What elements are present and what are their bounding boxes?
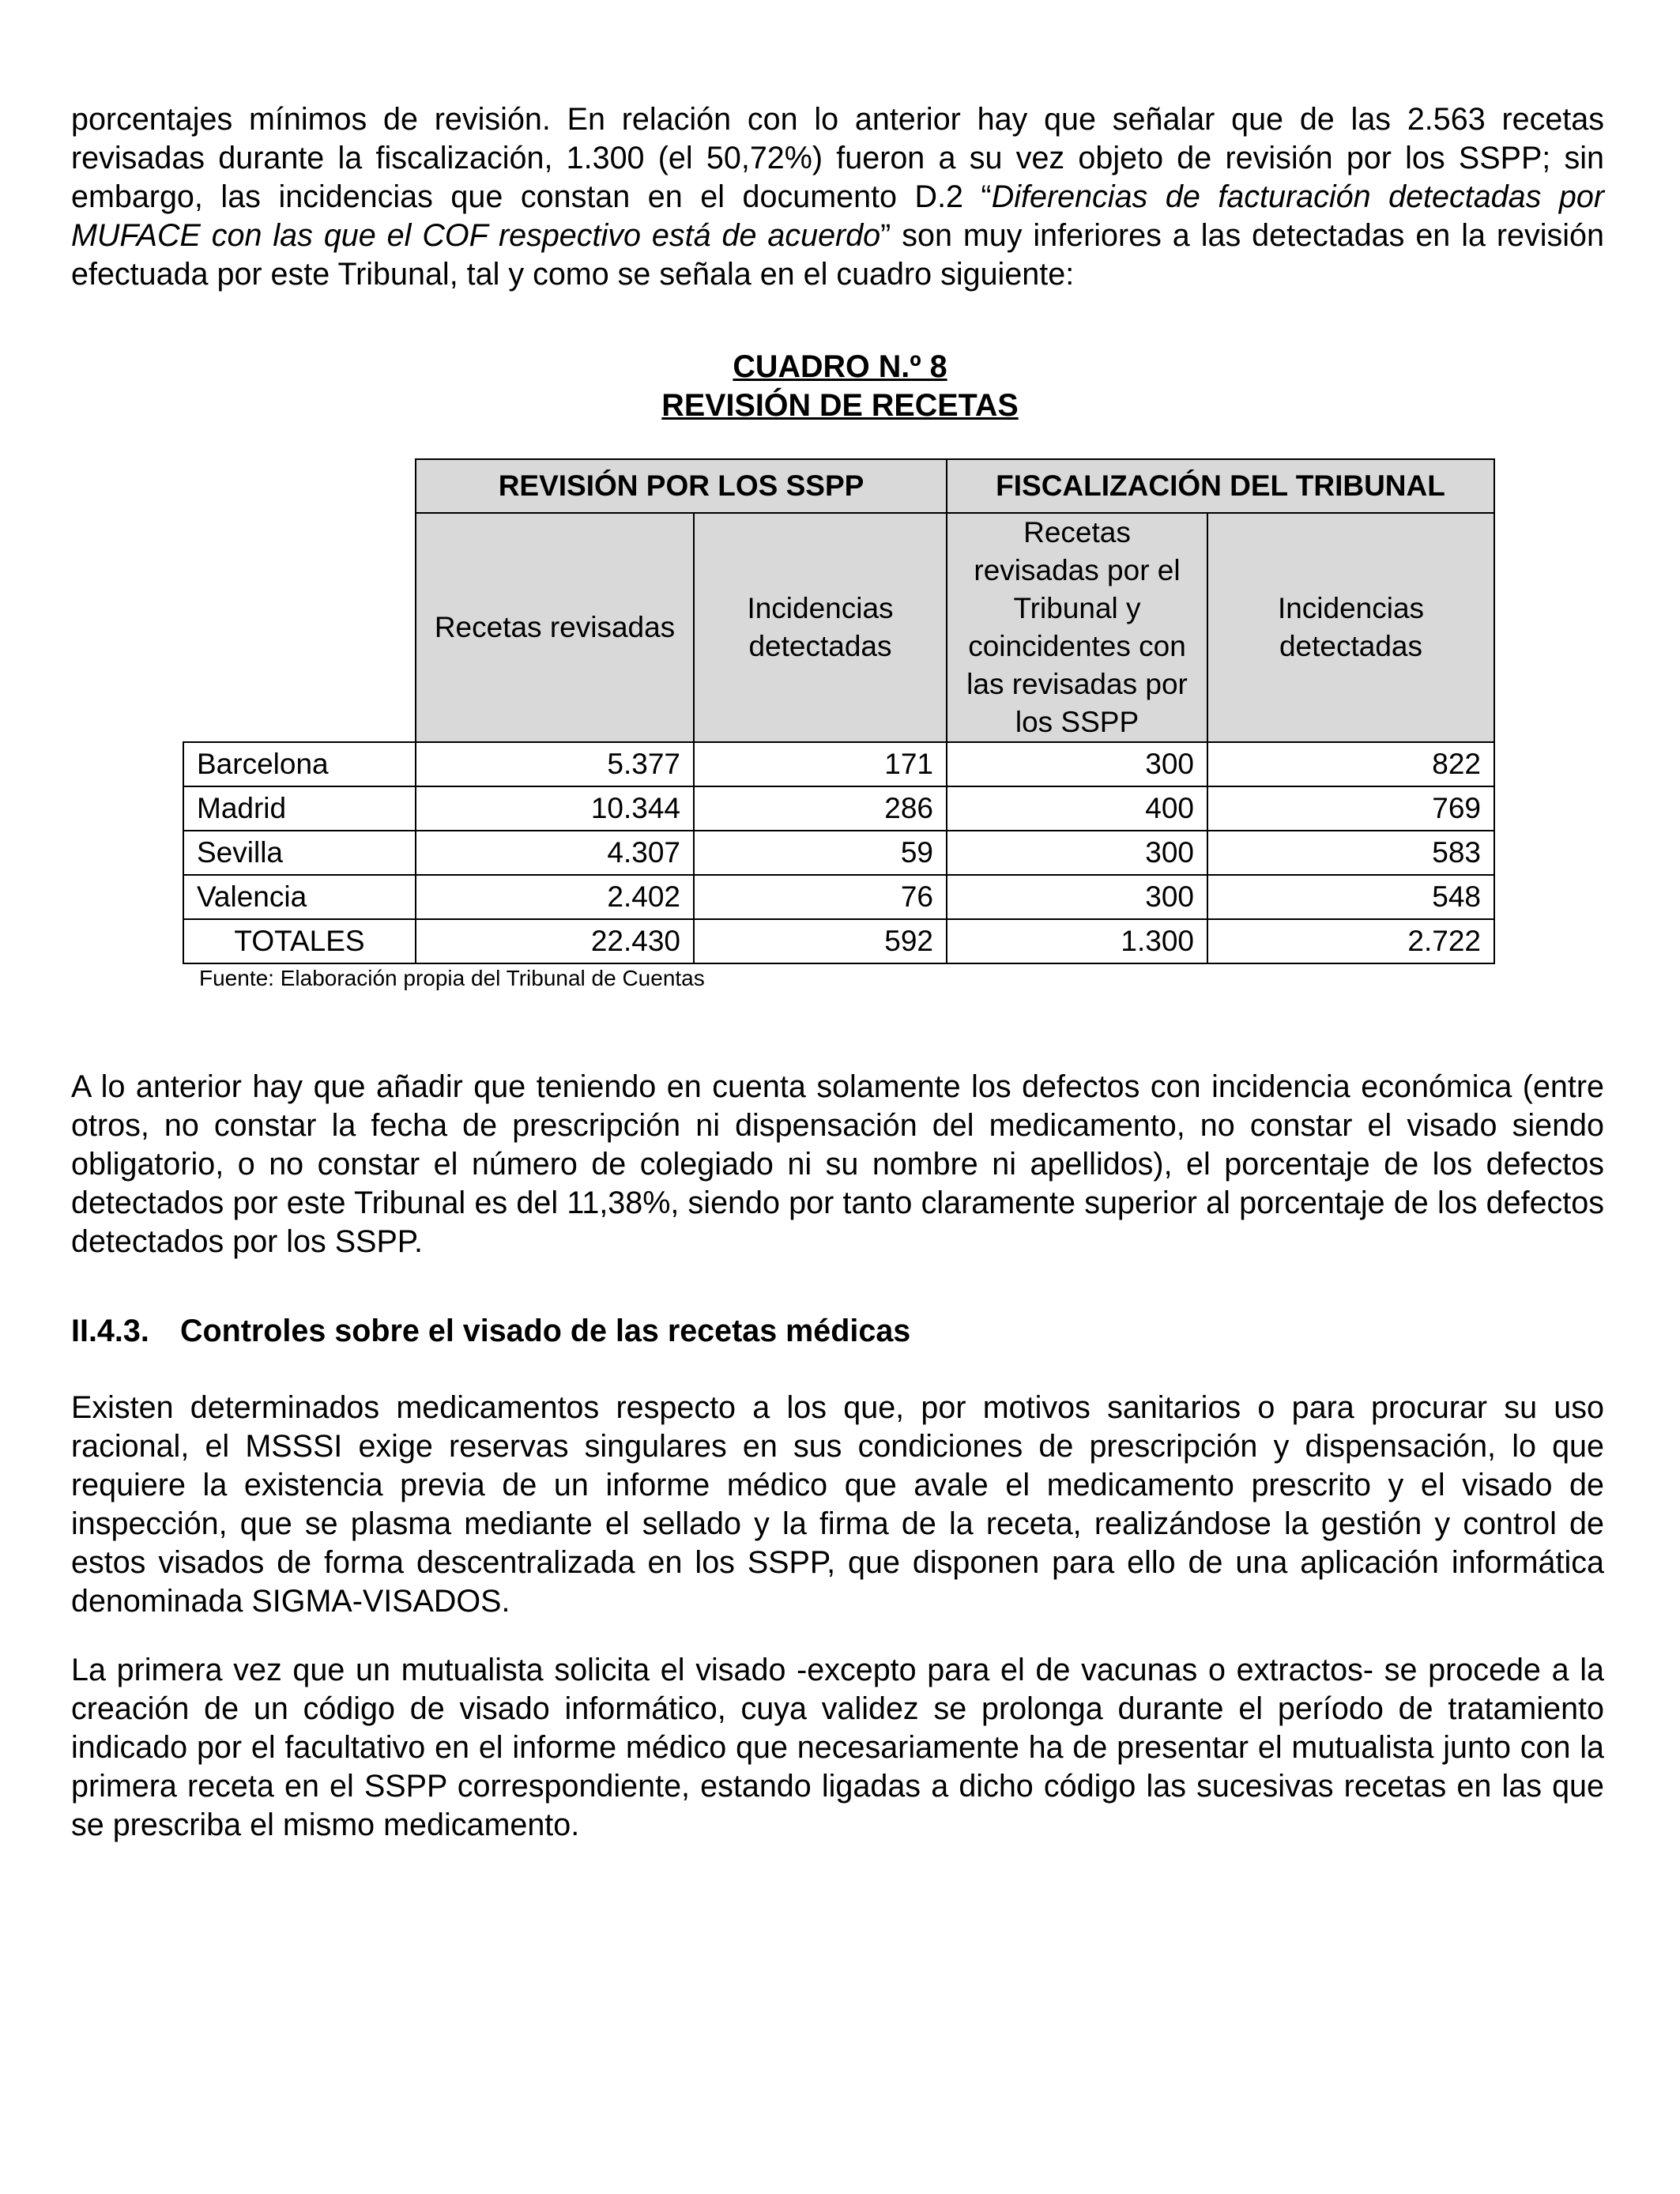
cell-value: 300: [947, 742, 1207, 786]
cell-value: 59: [694, 831, 947, 875]
totals-row: [183, 919, 1494, 963]
totals-value: 2.722: [1207, 919, 1494, 963]
cell-value: 300: [947, 875, 1207, 919]
group-header-sspp: REVISIÓN POR LOS SSPP: [416, 459, 947, 513]
table-source-note: Fuente: Elaboración propia del Tribunal de Cuentas: [199, 966, 705, 990]
col-header-incidencias-sspp: Incidencias detectadas: [694, 513, 947, 742]
row-name: Madrid: [183, 786, 416, 831]
revision-table: [183, 458, 1495, 964]
cell-value: 769: [1207, 786, 1494, 831]
cell-value: 400: [947, 786, 1207, 831]
totals-label: TOTALES: [183, 919, 416, 963]
cell-value: 548: [1207, 875, 1494, 919]
totals-value: 592: [694, 919, 947, 963]
body-paragraph: A lo anterior hay que añadir que teniendo en cuenta solamente los defectos con incidencia económica (entre otros, no constar la fecha de prescripción ni dispensación del medicamento, no constar el visado siendo obligatorio, o no constar el número de colegiado ni su nombre ni apellidos), el porcentaje de los defectos detectados por este Tribunal es del 11,38%, siendo por tanto claramente superior al porcentaje de los defectos detectados por los SSPP.: [71, 1069, 1604, 1259]
section-heading: [71, 1314, 910, 1349]
cell-value: 583: [1207, 831, 1494, 875]
cuadro-subtitle: REVISIÓN DE RECETAS: [661, 388, 1019, 423]
cell-value: 5.377: [416, 742, 694, 786]
col-header-recetas-revisadas: Recetas revisadas: [416, 513, 694, 742]
totals-value: 1.300: [947, 919, 1207, 963]
table-row: [183, 786, 1494, 831]
intro-paragraph: [71, 100, 1604, 294]
table-row: [183, 742, 1494, 786]
row-name: Valencia: [183, 875, 416, 919]
body-paragraph: La primera vez que un mutualista solicita el visado -excepto para el de vacunas o extractos- se procede a la creación de un código de visado informático, cuya validez se prolonga durante el período de tratamiento indicado por el facultativo en el informe médico que necesariamente ha de presentar el mutualista junto con la primera receta en el SSPP correspondiente, estando ligadas a dicho código las sucesivas recetas en las que se prescriba el mismo medicamento.: [71, 1653, 1604, 1842]
section-number: II.4.3.: [71, 1314, 149, 1348]
section-title: Controles sobre el visado de las recetas médicas: [180, 1314, 911, 1348]
intro-text-start: porcentajes mínimos de revisión. En relación con lo anterior hay que señalar que de las 2.563 recetas revisadas durante la fiscalización, 1.300 (el 50,72%) fueron a su vez objeto de revisión por los SSPP; sin embargo, las incidencias que constan en el documento D.2 “: [71, 102, 1604, 214]
table-corner-blank: [183, 459, 416, 513]
intro-italic-quote: Diferencias de facturación detectadas por MUFACE con las que el COF respectivo está de acuerdo: [71, 179, 1604, 253]
cell-value: 4.307: [416, 831, 694, 875]
cell-value: 286: [694, 786, 947, 831]
cuadro-title: CUADRO N.º 8: [733, 349, 947, 384]
cell-value: 76: [694, 875, 947, 919]
row-name: Barcelona: [183, 742, 416, 786]
table-row: [183, 875, 1494, 919]
intro-text-end: ” son muy inferiores a las detectadas en la revisión efectuada por este Tribunal, tal y como se señala en el cuadro siguiente:: [71, 218, 1604, 292]
body-paragraph: Existen determinados medicamentos respecto a los que, por motivos sanitarios o para procurar su uso racional, el MSSSI exige reservas singulares en sus condiciones de prescripción y dispensación, lo que requiere la existencia previa de un informe médico que avale el medicamento prescrito y el visado de inspección, que se plasma mediante el sellado y la firma de la receta, realizándose la gestión y control de estos visados de forma descentralizada en los SSPP, que disponen para ello de una aplicación informática denominada SIGMA-VISADOS.: [71, 1390, 1604, 1619]
row-name: Sevilla: [183, 831, 416, 875]
cell-value: 2.402: [416, 875, 694, 919]
cell-value: 822: [1207, 742, 1494, 786]
col-header-incidencias-tribunal: Incidencias detectadas: [1207, 513, 1494, 742]
totals-value: 22.430: [416, 919, 694, 963]
cell-value: 171: [694, 742, 947, 786]
col-header-recetas-tribunal: Recetas revisadas por el Tribunal y coincidentes con las revisadas por los SSPP: [947, 513, 1207, 742]
table-corner-blank-2: [183, 513, 416, 742]
cell-value: 300: [947, 831, 1207, 875]
group-header-tribunal: FISCALIZACIÓN DEL TRIBUNAL: [947, 459, 1494, 513]
cell-value: 10.344: [416, 786, 694, 831]
table-row: [183, 831, 1494, 875]
